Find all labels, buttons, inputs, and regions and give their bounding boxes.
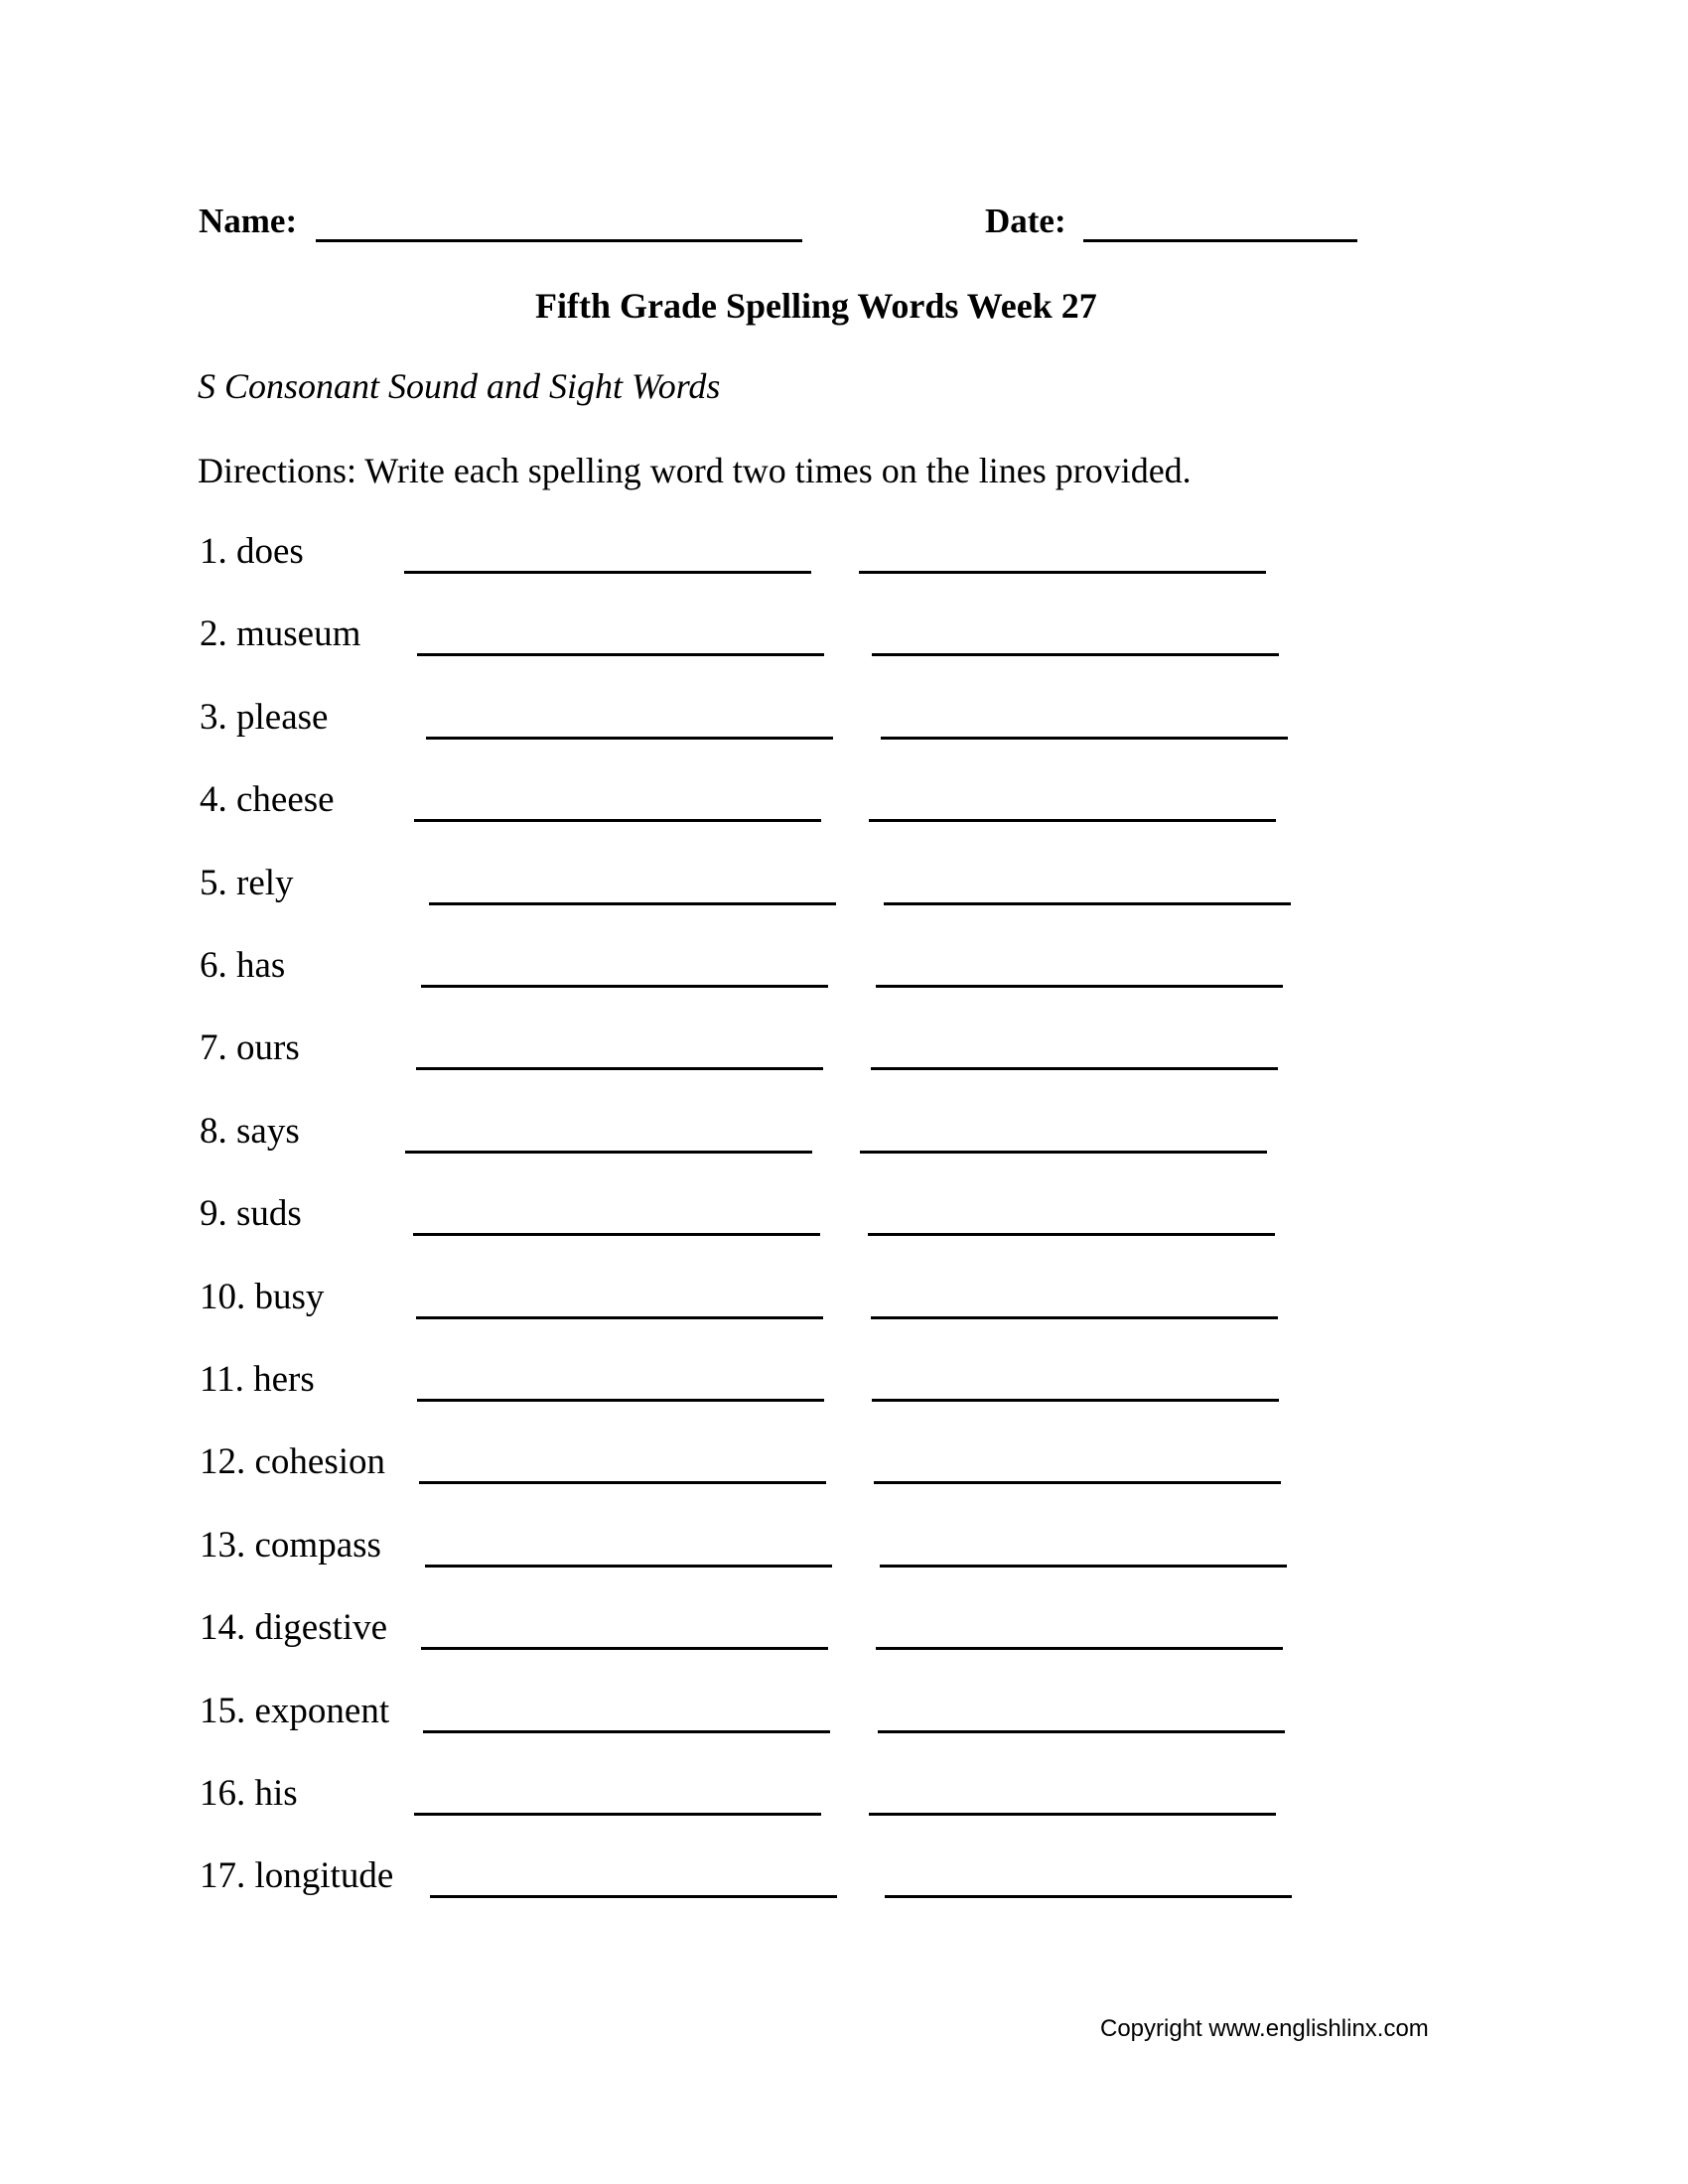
subtitle: S Consonant Sound and Sight Words <box>198 366 721 406</box>
spelling-word: 8. says <box>200 1111 300 1152</box>
spelling-word: 1. does <box>200 531 304 572</box>
spelling-word: 15. exponent <box>200 1691 390 1731</box>
page-title: Fifth Grade Spelling Words Week 27 <box>535 286 1097 326</box>
write-line-second[interactable] <box>860 1151 1267 1154</box>
write-line-second[interactable] <box>868 1233 1275 1236</box>
write-line-first[interactable] <box>426 737 833 740</box>
write-line-second[interactable] <box>869 819 1276 822</box>
write-line-second[interactable] <box>881 737 1288 740</box>
write-line-first[interactable] <box>421 985 828 988</box>
spelling-word: 10. busy <box>200 1277 325 1317</box>
write-line-second[interactable] <box>876 985 1283 988</box>
write-line-first[interactable] <box>425 1565 832 1568</box>
spelling-word: 5. rely <box>200 863 294 903</box>
write-line-second[interactable] <box>885 1895 1292 1898</box>
write-line-second[interactable] <box>872 653 1279 656</box>
spelling-word: 17. longitude <box>200 1855 394 1896</box>
spelling-word: 4. cheese <box>200 779 335 820</box>
write-line-second[interactable] <box>872 1399 1279 1402</box>
spelling-word: 2. museum <box>200 614 361 654</box>
spelling-word: 11. hers <box>200 1359 315 1400</box>
write-line-first[interactable] <box>404 571 811 574</box>
directions: Directions: Write each spelling word two times on the lines provided. <box>198 451 1192 490</box>
write-line-first[interactable] <box>413 1233 820 1236</box>
spelling-word: 6. has <box>200 945 286 986</box>
write-line-first[interactable] <box>416 1316 823 1319</box>
spelling-word: 9. suds <box>200 1193 302 1234</box>
write-line-second[interactable] <box>871 1067 1278 1070</box>
write-line-second[interactable] <box>874 1481 1281 1484</box>
write-line-second[interactable] <box>876 1647 1283 1650</box>
date-label: Date: <box>985 202 1066 240</box>
write-line-second[interactable] <box>871 1316 1278 1319</box>
spelling-word: 3. please <box>200 697 329 738</box>
copyright-footer: Copyright www.englishlinx.com <box>1100 2015 1429 2042</box>
write-line-first[interactable] <box>416 1067 823 1070</box>
write-line-second[interactable] <box>880 1565 1287 1568</box>
write-line-first[interactable] <box>405 1151 812 1154</box>
write-line-second[interactable] <box>884 902 1291 905</box>
write-line-first[interactable] <box>417 1399 824 1402</box>
write-line-first[interactable] <box>423 1730 830 1733</box>
write-line-second[interactable] <box>878 1730 1285 1733</box>
write-line-first[interactable] <box>417 653 824 656</box>
write-line-first[interactable] <box>414 819 821 822</box>
spelling-word: 7. ours <box>200 1027 300 1068</box>
spelling-word: 13. compass <box>200 1525 381 1566</box>
spelling-word: 14. digestive <box>200 1607 388 1648</box>
name-label: Name: <box>199 202 298 240</box>
write-line-first[interactable] <box>414 1813 821 1816</box>
spelling-word: 16. his <box>200 1773 298 1814</box>
spelling-word: 12. cohesion <box>200 1441 386 1482</box>
write-line-second[interactable] <box>869 1813 1276 1816</box>
write-line-first[interactable] <box>421 1647 828 1650</box>
write-line-second[interactable] <box>859 571 1266 574</box>
write-line-first[interactable] <box>430 1895 837 1898</box>
write-line-first[interactable] <box>419 1481 826 1484</box>
write-line-first[interactable] <box>429 902 836 905</box>
